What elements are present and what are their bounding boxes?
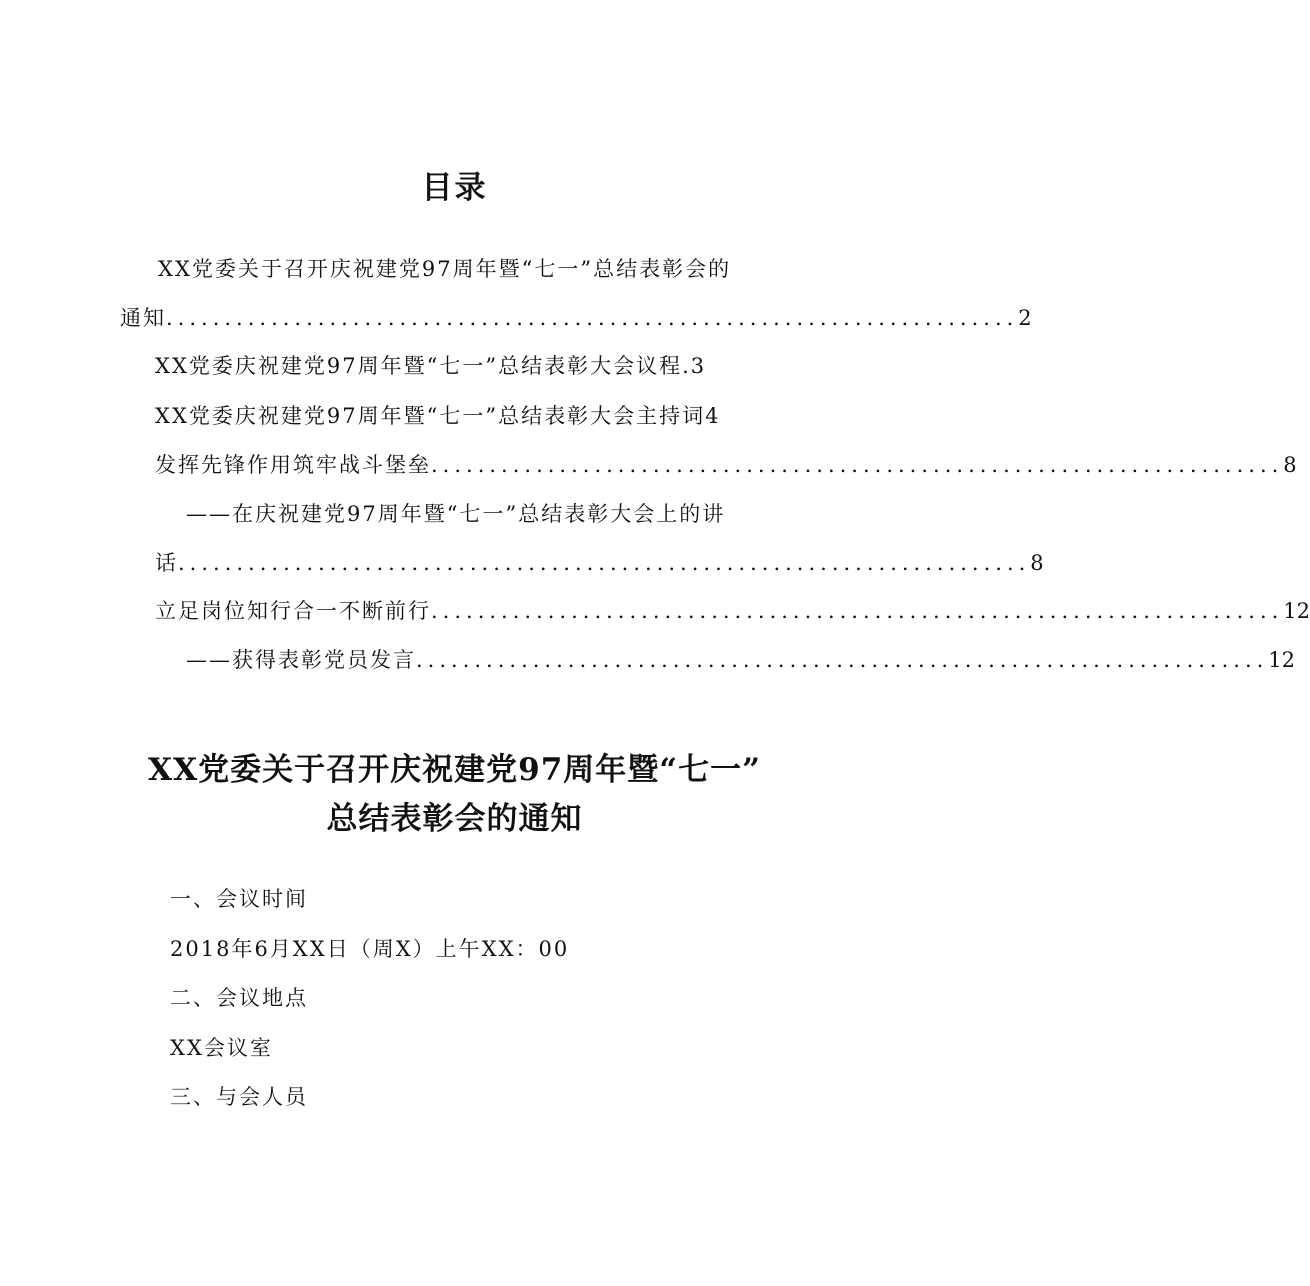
- toc-entry-2[interactable]: XX党委庆祝建党97周年暨“七一”总结表彰大会议程.3: [155, 354, 707, 378]
- toc-entry-6-text: 立足岗位知行合一不断前行: [155, 599, 431, 623]
- toc-entry-4-page: 8: [1283, 453, 1297, 477]
- toc-title: 目录: [421, 170, 488, 206]
- toc-entry-6[interactable]: [155, 597, 1310, 625]
- toc-leader-dots: .........................................................................: [431, 453, 1284, 477]
- notice-section-location-heading: 二、会议地点: [170, 986, 308, 1010]
- toc-entry-5[interactable]: [155, 549, 1044, 577]
- toc-entry-1-line-1: XX党委关于召开庆祝建党97周年暨“七一”总结表彰会的: [158, 257, 732, 281]
- toc-entry-5-page: 8: [1030, 551, 1044, 575]
- toc-entry-6-page: 12: [1283, 599, 1310, 623]
- toc-entry-1[interactable]: [120, 304, 1032, 332]
- toc-entry-5-line-2: 话: [155, 551, 178, 575]
- toc-leader-dots: .........................................................................: [431, 599, 1284, 623]
- toc-entry-1-page: 2: [1018, 306, 1032, 330]
- toc-entry-7-text: ——获得表彰党员发言: [186, 648, 416, 672]
- toc-leader-dots: .........................................................................: [166, 306, 1019, 330]
- toc-entry-1-line-2: 通知: [120, 306, 166, 330]
- notice-title-line-2: 总结表彰会的通知: [326, 801, 583, 837]
- notice-section-time-heading: 一、会议时间: [170, 887, 308, 911]
- notice-section-attendees-heading: 三、与会人员: [170, 1085, 308, 1109]
- toc-entry-4[interactable]: [155, 451, 1297, 479]
- toc-entry-7-page: 12: [1268, 648, 1296, 672]
- notice-time-value: 2018年6月XX日（周X）上午XX：00: [170, 937, 570, 961]
- toc-entry-7[interactable]: [186, 646, 1296, 674]
- toc-entry-3[interactable]: XX党委庆祝建党97周年暨“七一”总结表彰大会主持词4: [155, 404, 721, 428]
- toc-entry-5-line-1: ——在庆祝建党97周年暨“七一”总结表彰大会上的讲: [186, 502, 726, 526]
- toc-leader-dots: .........................................................................: [178, 551, 1031, 575]
- toc-leader-dots: .........................................................................: [416, 648, 1269, 672]
- toc-entry-4-text: 发挥先锋作用筑牢战斗堡垒: [155, 453, 431, 477]
- notice-location-value: XX会议室: [170, 1036, 273, 1060]
- notice-title-line-1: XX党委关于召开庆祝建党97周年暨“七一”: [148, 752, 761, 788]
